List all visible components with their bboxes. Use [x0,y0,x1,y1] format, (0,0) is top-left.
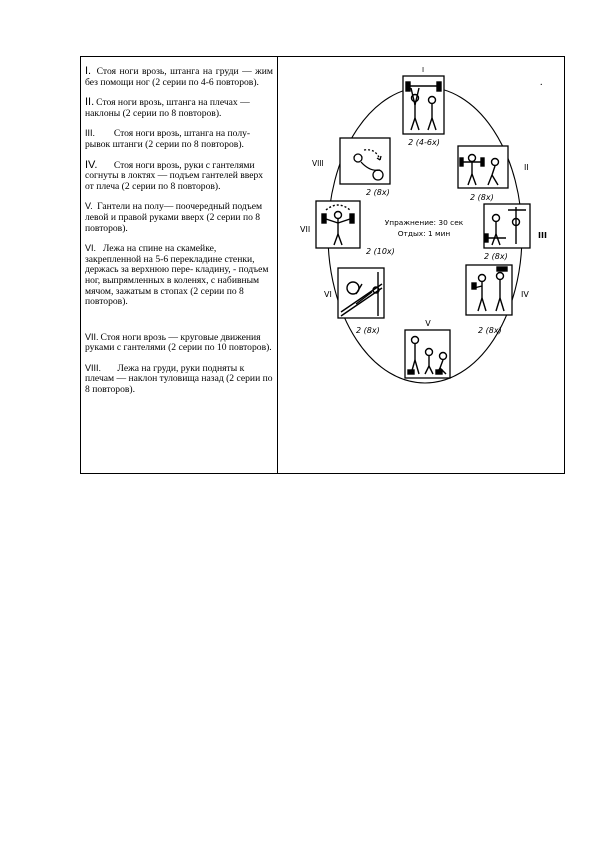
exercise-text: Стоя ноги врозь, штанга на плечах — наклоны (2 серии по 8 повторов). [85,97,250,119]
station-4 [466,265,529,335]
station-frame [466,265,512,315]
station-3 [484,204,547,261]
circuit-training-diagram [280,58,562,470]
exercise-number: V. [85,201,93,212]
exercise-text: Стоя ноги врозь, штанга на груди — жим без помощи ног (2 серии по 4-6 повторов). [85,66,273,88]
center-rest-time: Отдых: 1 мин [397,229,451,238]
exercise-number: IV. [85,158,98,171]
station-roman: VIII [312,159,324,168]
station-6 [324,268,384,335]
exercise-number: III. [85,128,96,139]
exercise-item-8 [85,363,273,396]
exercise-text: Стоя ноги врозь — круговые движения руками с гантелями (2 серии по 10 повторов). [85,331,272,354]
station-frame [458,146,508,188]
station-reps: 2 (8х) [484,252,508,261]
exercise-item-2 [85,97,273,119]
exercise-text: Лежа на спине на скамейке, закрепленной на 5-6 перекладине стенки, держась за верхнюю пере- кладину, - подъем ног, выпрямленных в коленях, с набивным мячом, зажатым в стопах (2 серии по 8 повторов). [85,243,269,308]
station-reps: 2 (8х) [356,326,380,335]
exercise-item-7 [85,332,273,354]
exercise-number: VIII. [85,362,102,373]
exercise-text: Стоя ноги врозь, штанга на полу- рывок штанги (2 серии по 8 повторов). [85,128,251,150]
station-roman: I [421,66,425,74]
exercise-number: VI. [85,243,97,254]
table-column-divider [277,56,278,474]
station-1 [403,66,444,147]
station-roman: VII [300,225,311,234]
exercise-text: Стоя ноги врозь, руки с гантелями согнуты в локтях — подъем гантелей вверх от плеча (2 серии по 8 повторов). [85,159,264,192]
station-reps: 2 (8х) [470,193,494,202]
exercise-number: VII. [85,331,99,342]
exercise-number: I. [85,65,92,77]
exercise-item-1 [85,66,273,88]
station-reps: 2 (8х) [366,188,390,197]
station-reps: 2 (10х) [366,247,395,256]
exercise-item-3 [85,128,273,150]
exercise-number: II. [85,96,95,109]
station-roman: VI [324,290,332,299]
exercise-item-6 [85,243,273,308]
stray-mark: . [540,77,543,88]
station-roman: V [425,319,431,328]
exercise-list [85,66,273,405]
station-5 [405,319,450,378]
station-reps: 2 (8х) [478,326,502,335]
station-reps: 2 (4-6х) [408,138,440,147]
station-8 [312,138,390,197]
exercise-item-5 [85,201,273,234]
station-roman: IV [521,290,529,299]
station-7 [300,201,395,256]
exercise-text: Гантели на полу— поочередный подъем левой и правой руками вверх (2 серии по 8 повторов). [85,201,263,234]
exercise-text: Лежа на груди, руки подняты к плечам — наклон туловища назад (2 серии по 8 повторов). [85,362,273,396]
station-roman: II [524,163,529,172]
exercise-item-4 [85,160,273,193]
station-roman: III [538,231,547,240]
center-exercise-time: Упражнение: 30 сек [384,218,464,227]
